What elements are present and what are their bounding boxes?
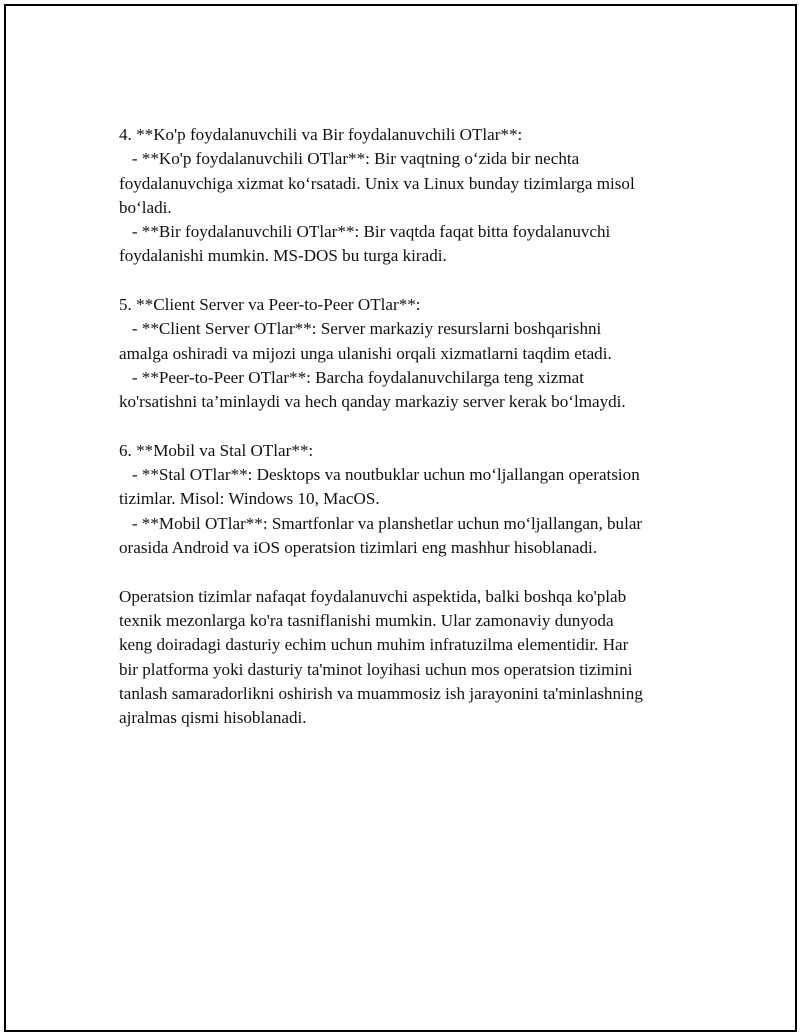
section-5-heading: 5. **Client Server va Peer-to-Peer OTlar**: [119, 295, 421, 315]
section-5-line: ko'rsatishni ta’minlaydi va hech qanday markaziy server kerak bo‘lmaydi. [119, 392, 626, 412]
document-body [119, 123, 694, 730]
section-4-line: foydalanishi mumkin. MS-DOS bu turga kiradi. [119, 246, 447, 266]
paragraph-spacer [119, 415, 694, 439]
section-6-line: orasida Android va iOS operatsion tizimlari eng mashhur hisoblanadi. [119, 538, 598, 558]
section-6-line: - **Stal OTlar**: Desktops va noutbuklar uchun mo‘ljallangan operatsion [119, 465, 640, 485]
document-page [4, 4, 797, 1032]
closing-paragraph-line: ajralmas qismi hisoblanadi. [119, 708, 307, 728]
closing-paragraph-line: keng doiradagi dasturiy echim uchun muhim infratuzilma elementidir. Har [119, 635, 629, 655]
paragraph-spacer [119, 560, 694, 584]
section-4-heading: 4. **Ko'p foydalanuvchili va Bir foydalanuvchili OTlar**: [119, 125, 523, 144]
section-6-line: - **Mobil OTlar**: Smartfonlar va planshetlar uchun mo‘ljallangan, bular [119, 513, 643, 533]
section-5-line: - **Peer-to-Peer OTlar**: Barcha foydalanuvchilarga teng xizmat [119, 367, 584, 387]
section-5-line: - **Client Server OTlar**: Server markaziy resurslarni boshqarishni [119, 319, 602, 339]
paragraph-spacer [119, 269, 694, 293]
section-4-line: foydalanuvchiga xizmat ko‘rsatadi. Unix va Linux bunday tizimlarga misol [119, 173, 635, 193]
section-4-line: - **Ko'p foydalanuvchili OTlar**: Bir vaqtning o‘zida bir nechta [119, 149, 580, 169]
section-6-line: tizimlar. Misol: Windows 10, MacOS. [119, 489, 380, 509]
closing-paragraph-line: bir platforma yoki dasturiy ta'minot loyihasi uchun mos operatsion tizimini [119, 659, 633, 679]
closing-paragraph-line: Operatsion tizimlar nafaqat foydalanuvchi aspektida, balki boshqa ko'plab [119, 586, 627, 606]
section-4-line: bo‘ladi. [119, 197, 172, 217]
section-4-line: - **Bir foydalanuvchili OTlar**: Bir vaqtda faqat bitta foydalanuvchi [119, 222, 611, 242]
section-5-line: amalga oshiradi va mijozi unga ulanishi orqali xizmatlarni taqdim etadi. [119, 343, 612, 363]
closing-paragraph-line: tanlash samaradorlikni oshirish va muammosiz ish jarayonini ta'minlashning [119, 683, 643, 703]
section-6-heading: 6. **Mobil va Stal OTlar**: [119, 440, 314, 460]
closing-paragraph-line: texnik mezonlarga ko'ra tasniflanishi mumkin. Ular zamonaviy dunyoda [119, 610, 614, 630]
